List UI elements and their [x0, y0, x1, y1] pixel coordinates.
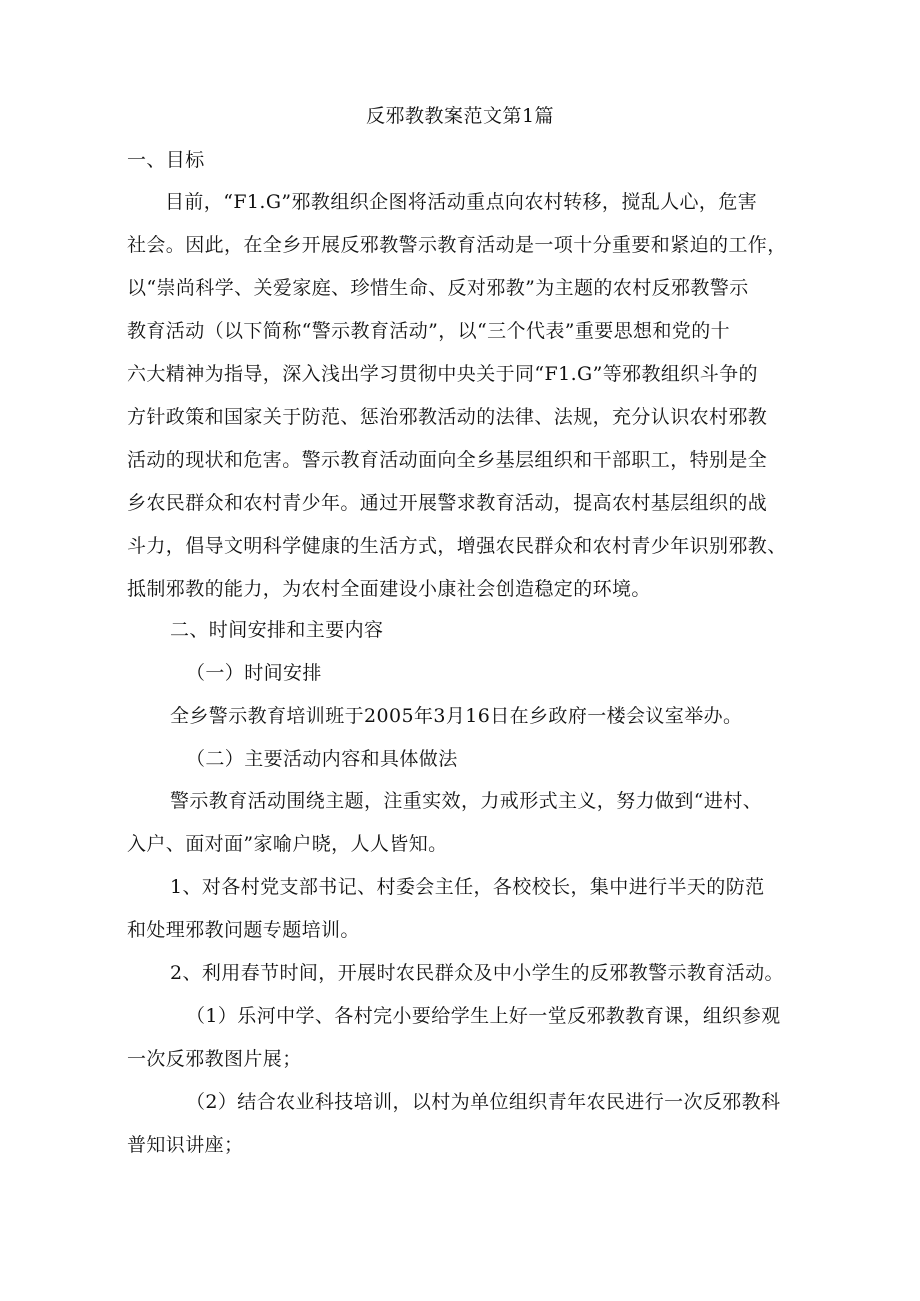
- goal-paragraph-line: 斗力，倡导文明科学健康的生活方式，增强农民群众和农村青少年识别邪教、: [127, 535, 787, 557]
- goal-paragraph-line: 乡农民群众和农村青少年。通过开展警求教育活动，提高农村基层组织的战: [127, 492, 768, 514]
- goal-paragraph-line: 社会。因此，在全乡开展反邪教警示教育活动是一项十分重要和紧迫的工作，: [127, 234, 787, 256]
- goal-paragraph-line: 以“崇尚科学、关爱家庭、珍惜生命、反对邪教”为主题的农村反邪教警示: [127, 277, 749, 299]
- goal-paragraph-line: 抵制邪教的能力，为农村全面建设小康社会创造稳定的环境。: [127, 578, 651, 600]
- goal-paragraph-line: 目前，“F1.G”邪教组织企图将活动重点向农村转移，搅乱人心，危害: [165, 191, 758, 213]
- document-title: 反邪教教案范文第1篇: [365, 105, 555, 127]
- goal-paragraph-line: 六大精神为指导，深入浅出学习贯彻中央关于同“F1.G”等邪教组织斗争的: [127, 363, 758, 385]
- list-item-2-1-line: 一次反邪教图片展；: [127, 1048, 302, 1070]
- section-heading-goal: 一、目标: [127, 149, 205, 171]
- content-paragraph-line: 入户、面对面”家喻户晓，人人皆知。: [127, 833, 448, 855]
- section-heading-schedule: 二、时间安排和主要内容: [170, 619, 384, 641]
- list-item-2-1-line: （1）乐河中学、各村完小要给学生上好一堂反邪教教育课，组织参观: [186, 1005, 781, 1027]
- content-paragraph-line: 警示教育活动围绕主题，注重实效，力戒形式主义，努力做到“进村、: [170, 790, 763, 812]
- list-item-1-line: 1、对各村党支部书记、村委会主任，各校校长，集中进行半天的防范: [170, 876, 765, 898]
- goal-paragraph-line: 教育活动（以下简称“警示教育活动”，以“三个代表”重要思想和党的十: [127, 320, 731, 342]
- list-item-2-2-line: （2）结合农业科技培训，以村为单位组织青年农民进行一次反邪教科: [186, 1091, 781, 1113]
- goal-paragraph-line: 方针政策和国家关于防范、惩治邪教活动的法律、法规，充分认识农村邪教: [127, 406, 768, 428]
- subheading-time: （一）时间安排: [186, 662, 322, 684]
- time-paragraph: 全乡警示教育培训班于2005年3月16日在乡政府一楼会议室举办。: [170, 705, 743, 727]
- goal-paragraph-line: 活动的现状和危害。警示教育活动面向全乡基层组织和干部职工，特别是全: [127, 449, 768, 471]
- list-item-2: 2、利用春节时间，开展时农民群众及中小学生的反邪教警示教育活动。: [170, 962, 784, 984]
- list-item-1-line: 和处理邪教问题专题培训。: [127, 919, 360, 941]
- list-item-2-2-line: 普知识讲座；: [127, 1134, 244, 1156]
- subheading-content: （二）主要活动内容和具体做法: [186, 748, 458, 770]
